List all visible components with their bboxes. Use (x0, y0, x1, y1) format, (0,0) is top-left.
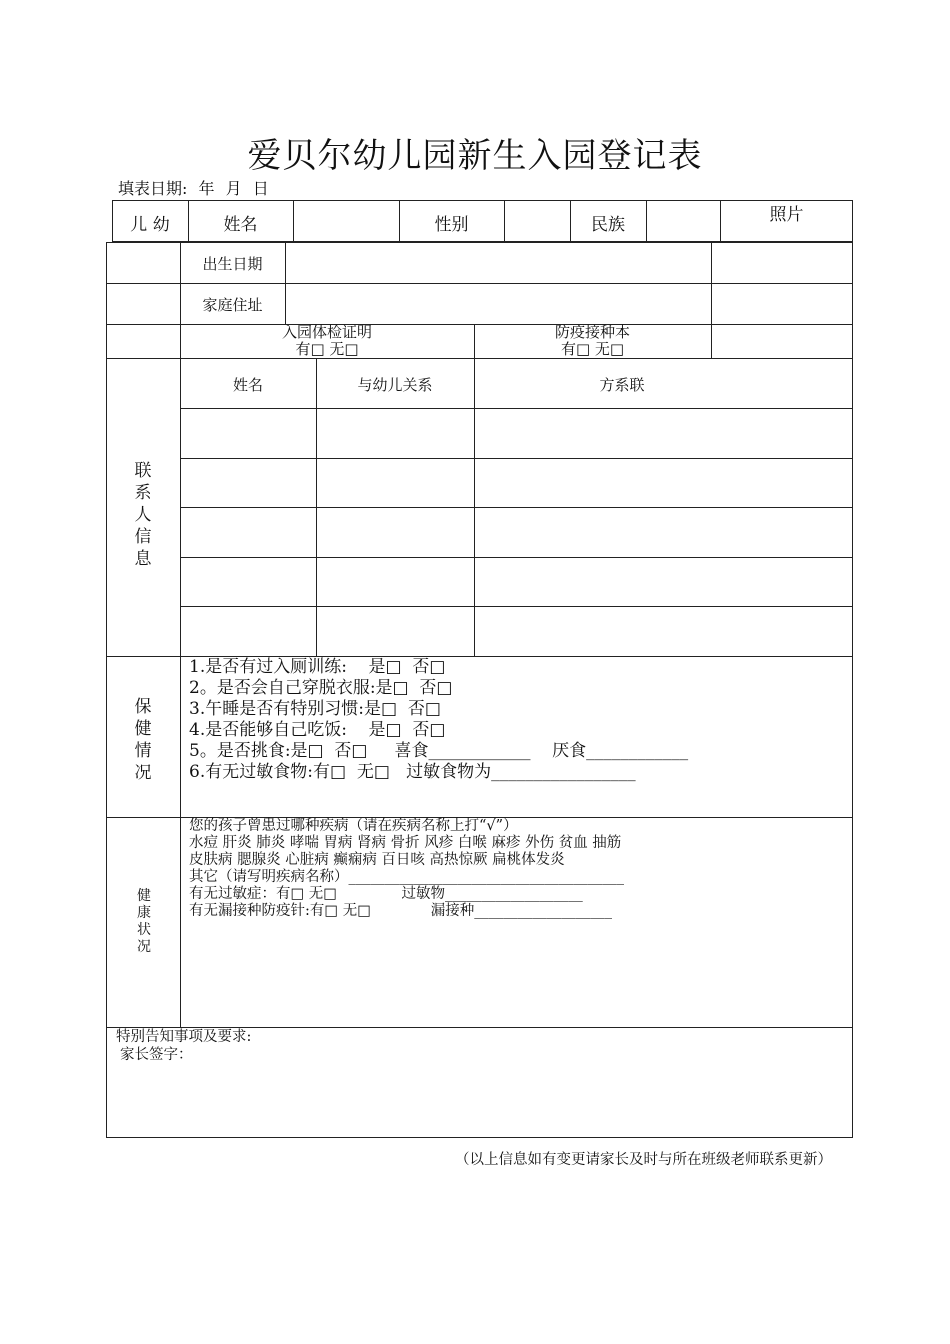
health-care-item[interactable]: 2。是否会自己穿脱衣服:是□ 否□ (189, 678, 453, 698)
child-label: 儿 幼 (130, 215, 170, 235)
birth-date-label: 出生日期 (202, 255, 263, 273)
ethnicity-field[interactable] (647, 201, 719, 241)
health-status-item[interactable]: 有无漏接种防疫针:有□ 无□ 漏接种___________________ (189, 903, 613, 919)
health-status-item[interactable]: 有无过敏症：有□ 无□ 过敏物___________________ (189, 886, 583, 902)
contact-row[interactable] (181, 459, 852, 506)
contact-header-relation: 与幼儿关系 (357, 376, 433, 394)
notes-label: 特别告知事项及要求: (116, 1029, 252, 1045)
health-care-item[interactable]: 4.是否能够自己吃饭: 是□ 否□ (189, 720, 446, 740)
exam-options[interactable]: 有□ 无□ (295, 340, 359, 358)
fill-date-label: 填表日期: (118, 179, 188, 198)
contacts-section-label: 联系人信息 (134, 461, 152, 569)
address-field[interactable] (286, 284, 710, 324)
health-status-item[interactable]: 水痘 肝炎 肺炎 哮喘 胃病 肾病 骨折 风疹 白喉 麻疹 外伤 贫血 抽筋 (189, 835, 622, 851)
contact-row[interactable] (181, 558, 852, 605)
contact-row[interactable] (181, 607, 852, 655)
name-field[interactable] (294, 201, 398, 241)
vaccine-label: 防疫接种本 (554, 323, 630, 341)
contact-row[interactable] (181, 508, 852, 556)
health-status-item[interactable]: 皮肤病 腮腺炎 心脏病 癫痫病 百日咳 高热惊厥 扁桃体发炎 (189, 852, 565, 868)
footer-note: （以上信息如有变更请家长及时与所在班级老师联系更新） (455, 1152, 832, 1168)
contact-header-name: 姓名 (232, 376, 263, 394)
vaccine-options[interactable]: 有□ 无□ (560, 340, 625, 358)
fill-date-year[interactable]: 年 (198, 179, 215, 198)
health-care-item[interactable]: 5。是否挑食:是□ 否□ 喜食____________ 厌食____________ (189, 741, 689, 761)
health-status-item: 您的孩子曾患过哪种疾病（请在疾病名称上打“√”） (189, 818, 518, 834)
health-care-section-label: 保健情况 (134, 697, 152, 783)
health-care-item[interactable]: 6.有无过敏食物:有□ 无□ 过敏食物为_________________ (189, 762, 636, 782)
parent-signature-label: 家长签字： (120, 1047, 193, 1063)
fill-date (118, 176, 275, 199)
exam-label: 入园体检证明 (281, 323, 372, 341)
health-status-section-label: 健康状况 (137, 888, 151, 955)
gender-field[interactable] (505, 201, 569, 241)
contact-header-contact: 方系联 (599, 376, 645, 394)
health-care-item[interactable]: 1.是否有过入厕训练: 是□ 否□ (189, 657, 446, 677)
notes-field[interactable] (108, 1066, 851, 1136)
fill-date-day[interactable]: 日 (252, 179, 269, 198)
birth-date-field[interactable] (286, 243, 710, 283)
name-label: 姓名 (223, 215, 258, 235)
health-care-item[interactable]: 3.午睡是否有特别习惯:是□ 否□ (189, 699, 441, 719)
fill-date-month[interactable]: 月 (225, 179, 242, 198)
address-label: 家庭住址 (202, 296, 263, 314)
page-title: 爱贝尔幼儿园新生入园登记表 (247, 136, 703, 176)
health-status-item[interactable]: 其它（请写明疾病名称）______________________________________ (189, 869, 624, 885)
gender-label: 性别 (434, 215, 469, 235)
ethnicity-label: 民族 (591, 215, 625, 235)
photo-label: 照片 (769, 205, 804, 225)
contact-row[interactable] (181, 409, 852, 457)
